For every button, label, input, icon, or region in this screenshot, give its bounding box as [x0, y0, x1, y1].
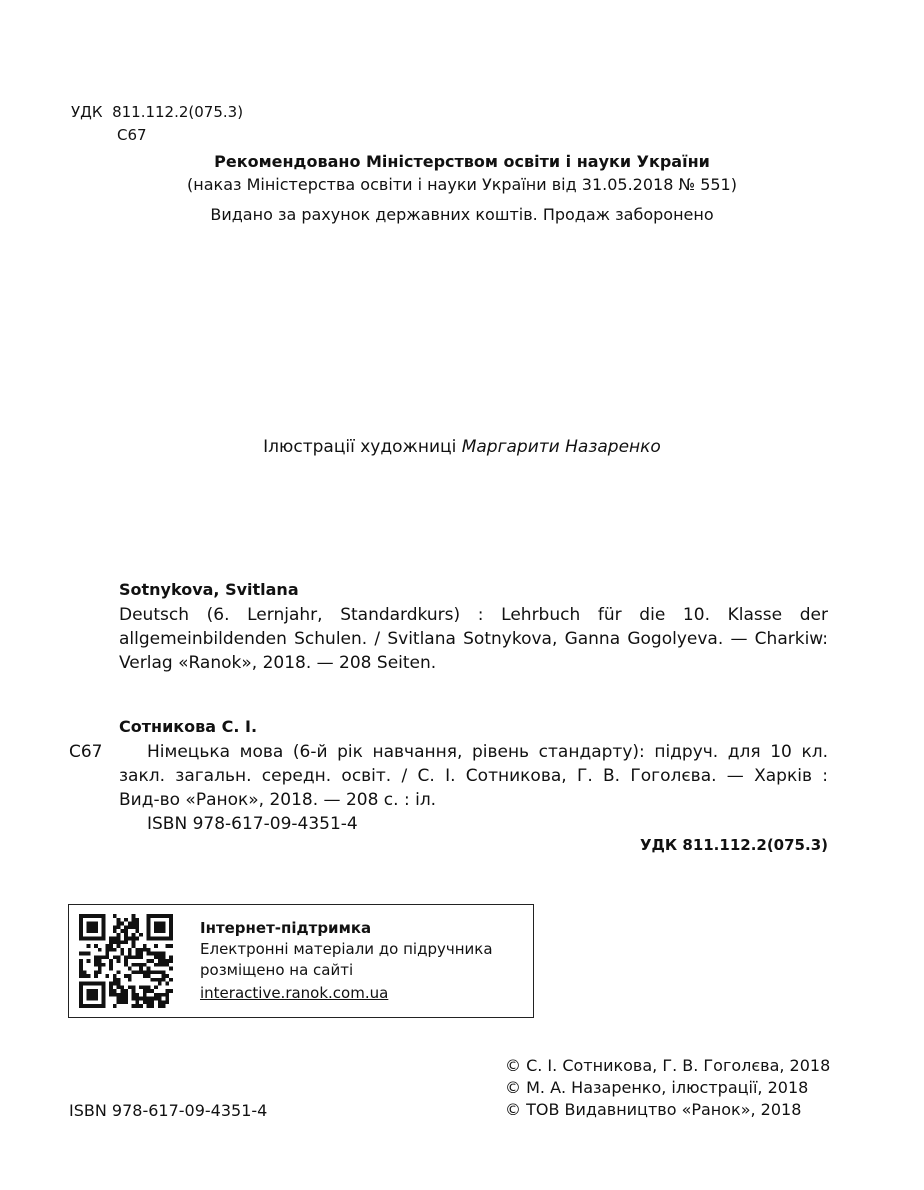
funding-note: Видано за рахунок державних коштів. Продаж заборонено	[210, 205, 714, 224]
ukrainian-entry-cipher: С67	[69, 742, 103, 762]
illustrations-credit	[0, 437, 924, 457]
copyright-block	[505, 1055, 830, 1121]
recommendation-order: (наказ Міністерства освіти і науки України від 31.05.2018 № 551)	[187, 175, 737, 194]
german-entry-line: Deutsch (6. Lernjahr, Standardkurs) : Lehrbuch für die 10. Klasse der	[119, 605, 828, 625]
internet-support-box	[68, 904, 534, 1018]
recommendation-title: Рекомендовано Міністерством освіти і науки України	[214, 152, 710, 171]
ukrainian-catalog-entry	[119, 716, 828, 836]
support-line: Електронні матеріали до підручника	[200, 940, 493, 958]
support-website-link[interactable]: interactive.ranok.com.ua	[200, 984, 389, 1002]
german-entry-line: allgemeinbildenden Schulen. / Svitlana Sotnykova, Ganna Gogolyeva. — Charkiw:	[119, 629, 828, 649]
author-cipher: С67	[117, 126, 147, 144]
support-title: Інтернет-підтримка	[200, 919, 372, 937]
copyright-line: © С. І. Сотникова, Г. В. Гоголєва, 2018	[505, 1056, 831, 1075]
german-entry-line: Verlag «Ranok», 2018. — 208 Seiten.	[119, 653, 437, 673]
ukrainian-entry-author: Сотникова С. І.	[119, 717, 258, 736]
ukrainian-entry-line: закл. загальн. середн. освіт. / С. І. Сотникова, Г. В. Гоголєва. — Харків :	[119, 766, 828, 786]
copyright-line: © М. А. Назаренко, ілюстрації, 2018	[505, 1078, 809, 1097]
udk-line	[71, 103, 243, 121]
udk-code: 811.112.2(075.3)	[112, 103, 244, 121]
german-catalog-entry	[119, 579, 828, 675]
qr-code-icon[interactable]	[79, 914, 173, 1008]
ukrainian-entry-body	[119, 740, 828, 836]
support-text	[200, 917, 530, 1005]
illustrations-artist: Маргарити Назаренко	[461, 437, 661, 457]
footer-isbn: ISBN 978-617-09-4351-4	[69, 1101, 268, 1120]
copyright-line: © ТОВ Видавництво «Ранок», 2018	[505, 1100, 802, 1119]
german-entry-body	[119, 603, 828, 675]
udk-label: УДК	[71, 103, 103, 121]
illustrations-prefix: Ілюстрації художниці	[263, 437, 457, 457]
ukrainian-entry-udk: УДК 811.112.2(075.3)	[639, 836, 828, 854]
ukrainian-entry-line: Німецька мова (6-й рік навчання, рівень стандарту): підруч. для 10 кл.	[147, 742, 828, 762]
ukrainian-entry-isbn: ISBN 978-617-09-4351-4	[147, 814, 358, 834]
german-entry-author: Sotnykova, Svitlana	[119, 580, 299, 599]
ukrainian-entry-line: Вид-во «Ранок», 2018. — 208 с. : іл.	[119, 790, 437, 810]
support-line: розміщено на сайті	[200, 961, 354, 979]
